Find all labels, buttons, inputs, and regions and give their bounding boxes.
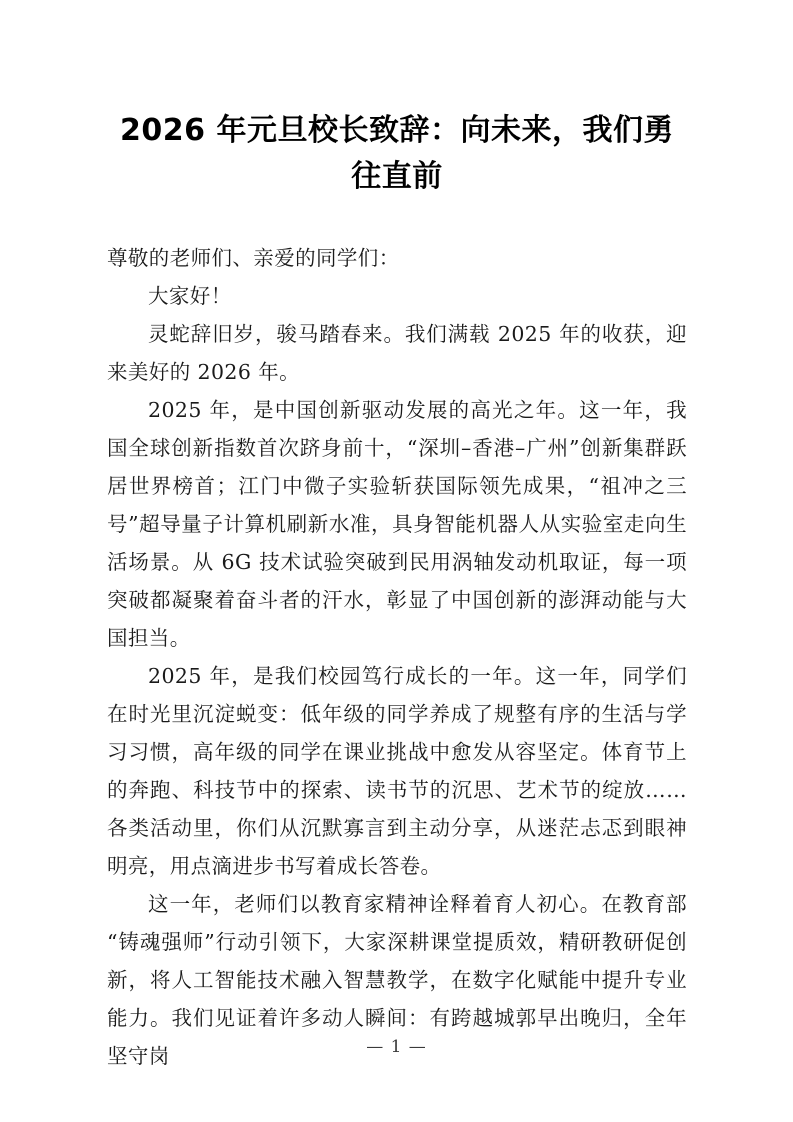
page-number: — 1 — — [366, 1037, 427, 1057]
document-body — [107, 200, 687, 1075]
page-footer — [0, 1036, 793, 1058]
paragraph-teachers-dedication: 这一年，老师们以教育家精神诠释着育人初心。在教育部“铸魂强师”行动引领下，大家深耕课堂提质效，精研教研促创新，将人工智能技术融入智慧教学，在数字化赋能中提升专业能力。我们见证着许多动人瞬间：有跨越城郭早出晚归，全年坚守岗 — [107, 892, 687, 1068]
paragraph-greeting: 大家好！ — [148, 284, 232, 308]
page-content-area — [107, 0, 687, 1075]
page-title: 2026 年元旦校长致辞：向未来，我们勇往直前 — [120, 113, 674, 194]
paragraph-national-innovation: 2025 年，是中国创新驱动发展的高光之年。这一年，我国全球创新指数首次跻身前十，“深圳–香港–广州”创新集群跃居世界榜首；江门中微子实验斩获国际领先成果，“祖冲之三号”超导量子计算机刷新水准，具身智能机器人从实验室走向生活场景。从 6G 技术试验突破到民用涡轴发动机取证，每一项突破都凝聚着奋斗者的汗水，彰显了中国创新的澎湃动能与大国担当。 — [107, 398, 687, 650]
paragraph-salutation: 尊敬的老师们、亲爱的同学们： — [107, 246, 400, 270]
paragraph-new-year-opening: 灵蛇辞旧岁，骏马踏春来。我们满载 2025 年的收获，迎来美好的 2026 年。 — [107, 322, 687, 384]
paragraph-campus-growth: 2025 年，是我们校园笃行成长的一年。这一年，同学们在时光里沉淀蜕变：低年级的同学养成了规整有序的生活与学习习惯，高年级的同学在课业挑战中愈发从容坚定。体育节上的奔跑、科技节中的探索、读书节的沉思、艺术节的绽放……各类活动里，你们从沉默寡言到主动分享，从迷茫忐忑到眼神明亮，用点滴进步书写着成长答卷。 — [107, 664, 687, 878]
